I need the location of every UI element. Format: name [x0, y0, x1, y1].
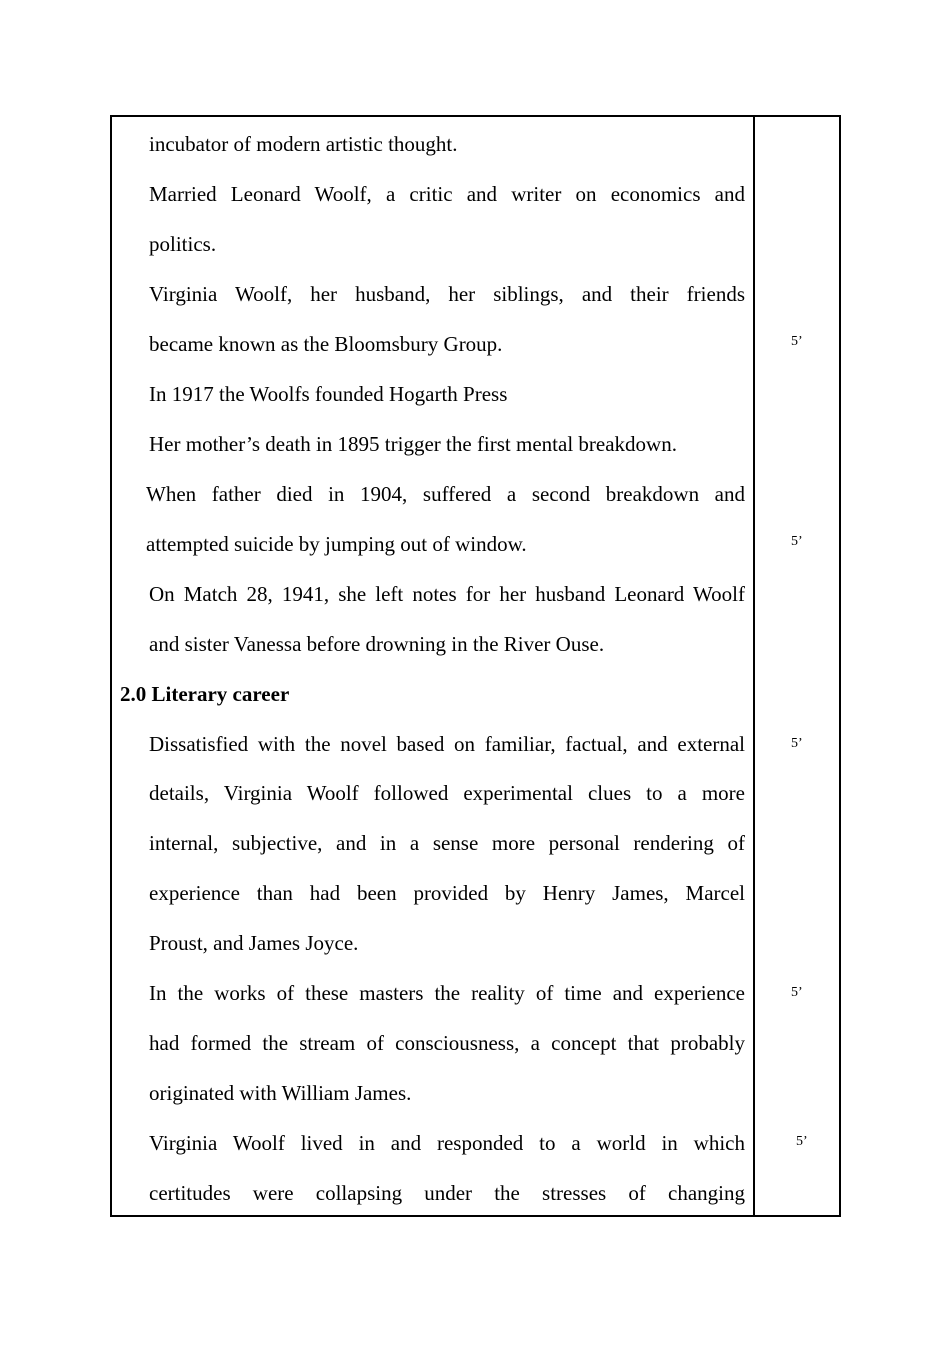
- text-line: Married Leonard Woolf, a critic and writer on economics and: [149, 182, 745, 206]
- text-line: politics.: [149, 232, 217, 256]
- text-line: In 1917 the Woolfs founded Hogarth Press: [149, 382, 508, 406]
- text-line: Her mother’s death in 1895 trigger the first mental breakdown.: [149, 432, 677, 456]
- time-marker: 5’: [796, 1134, 808, 1149]
- text-line: When father died in 1904, suffered a second breakdown and: [146, 482, 745, 506]
- text-line: experience than had been provided by Henry James, Marcel: [149, 881, 745, 905]
- text-line: internal, subjective, and in a sense more personal rendering of: [149, 831, 745, 855]
- text-line: Virginia Woolf lived in and responded to a world in which: [149, 1131, 745, 1155]
- time-marker: 5’: [791, 534, 803, 549]
- text-line: had formed the stream of consciousness, a concept that probably: [149, 1031, 745, 1055]
- column-divider: [753, 117, 755, 1215]
- lecture-table: [110, 115, 841, 1217]
- time-marker: 5’: [791, 334, 803, 349]
- time-marker: 5’: [791, 985, 803, 1000]
- text-line: became known as the Bloomsbury Group.: [149, 332, 503, 356]
- time-marker: 5’: [791, 736, 803, 751]
- text-line: Proust, and James Joyce.: [149, 931, 359, 955]
- section-heading: 2.0 Literary career: [120, 682, 290, 706]
- text-line: originated with William James.: [149, 1081, 412, 1105]
- text-line: Dissatisfied with the novel based on familiar, factual, and external: [149, 732, 745, 756]
- text-line: certitudes were collapsing under the stresses of changing: [149, 1181, 745, 1205]
- text-line: and sister Vanessa before drowning in the River Ouse.: [149, 632, 605, 656]
- text-line: Virginia Woolf, her husband, her siblings, and their friends: [149, 282, 745, 306]
- text-line: attempted suicide by jumping out of window.: [146, 532, 527, 556]
- text-line: incubator of modern artistic thought.: [149, 132, 458, 156]
- text-line: In the works of these masters the reality of time and experience: [149, 981, 745, 1005]
- text-line: On Match 28, 1941, she left notes for her husband Leonard Woolf: [149, 582, 745, 606]
- text-line: details, Virginia Woolf followed experimental clues to a more: [149, 781, 745, 805]
